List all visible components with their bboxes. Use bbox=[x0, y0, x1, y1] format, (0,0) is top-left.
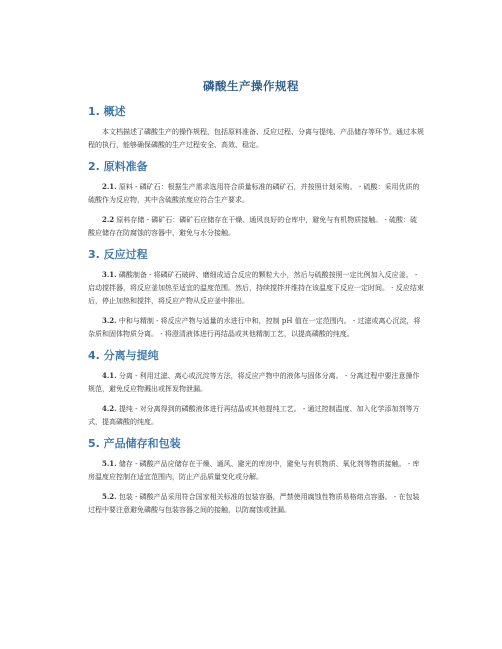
paragraph bbox=[88, 268, 424, 308]
section-title: 1. 概述 bbox=[88, 105, 126, 118]
paragraph bbox=[88, 369, 424, 396]
paragraph bbox=[88, 402, 424, 429]
paragraph bbox=[88, 180, 424, 207]
paragraph-number: 5.2. bbox=[102, 492, 117, 501]
section-reaction bbox=[88, 246, 424, 341]
paragraph-text: 分离 - 利用过滤、离心或沉淀等方法，将反应产物中的液体与固体分离。 - 分离过程中要注意操作规范，避免反应物溅出或挥发物泄漏。 bbox=[88, 372, 420, 393]
section-title: 3. 反应过程 bbox=[88, 248, 148, 261]
paragraph bbox=[88, 213, 424, 240]
paragraph-text: 中和与精制 - 将反应产物与适量的水进行中和，控制 pH 值在一定范围内。 - 过滤或离心沉淀，将杂质和固体物质分离。 - 将澄清液体进行再结晶或其他精制工艺，以提高磷酸的纯度。 bbox=[88, 317, 421, 338]
paragraph-text: 磷酸制备 - 将磷矿石破碎、磨细成适合反应的颗粒大小，然后与硫酸按照一定比例加入反应釜。 - 启动搅拌器，将反应釜加热至适宜的温度范围。然后，持续搅拌并维持在该温度下反应一定时间。 - 反应结束后，停止加热和搅拌，将反应产物从反应釜中排出。 bbox=[88, 271, 424, 305]
section-separation bbox=[88, 347, 424, 429]
paragraph-number: 3.2. bbox=[102, 316, 117, 325]
section-overview bbox=[88, 103, 424, 152]
section-raw-materials bbox=[88, 158, 424, 240]
paragraph-number: 2.1. bbox=[102, 182, 117, 191]
paragraph-number: 4.2. bbox=[102, 404, 117, 413]
document-title: 磷酸生产操作规程 bbox=[203, 79, 299, 93]
paragraph-text: 原料 - 磷矿石：根据生产需求选用符合质量标准的磷矿石，并按照计划采购。 - 硫酸：采用优质的硫酸作为反应物，其中含硫酸浓度应符合生产要求。 bbox=[88, 183, 420, 204]
paragraph bbox=[88, 457, 424, 484]
paragraph-text: 原料存储 - 磷矿石：磷矿石应储存在干燥、通风良好的仓库中，避免与有机物质接触。 - 硫酸：硫酸应储存在防腐蚀的容器中，避免与水分接触。 bbox=[88, 216, 418, 237]
paragraph bbox=[88, 314, 424, 341]
paragraph-number: 4.1. bbox=[102, 371, 117, 380]
section-title: 4. 分离与提纯 bbox=[88, 349, 159, 362]
paragraph-text: 包装 - 磷酸产品采用符合国家相关标准的包装容器，严禁使用腐蚀性物质易格熔点容器。 - 在包装过程中要注意避免磷酸与包装容器之间的接触，以防腐蚀或泄漏。 bbox=[88, 493, 420, 514]
paragraph-text: 储存 - 磷酸产品应储存在干燥、通风、避光的库房中，避免与有机物质、氧化剂等物质接触。 - 库房温度应控制在适宜范围内，防止产品质量变化或分解。 bbox=[88, 460, 420, 481]
paragraph-number: 2.2 bbox=[102, 215, 115, 224]
paragraph-text: 提纯 - 对分离得到的磷酸液体进行再结晶或其他提纯工艺。 - 通过控制温度、加入化学添加剂等方式，提高磷酸的纯度。 bbox=[88, 405, 420, 426]
section-storage-packaging bbox=[88, 435, 424, 517]
section-title: 5. 产品储存和包装 bbox=[88, 437, 181, 450]
paragraph bbox=[88, 490, 424, 517]
paragraph-number: 5.1. bbox=[102, 459, 117, 468]
paragraph bbox=[88, 125, 424, 152]
section-title: 2. 原料准备 bbox=[88, 160, 148, 173]
paragraph-text: 本文档描述了磷酸生产的操作规程，包括原料准备、反应过程、分离与提纯、产品储存等环节。通过本规程的执行，能够确保磷酸的生产过程安全、高效、稳定。 bbox=[88, 128, 424, 149]
paragraph-number: 3.1. bbox=[102, 270, 117, 279]
